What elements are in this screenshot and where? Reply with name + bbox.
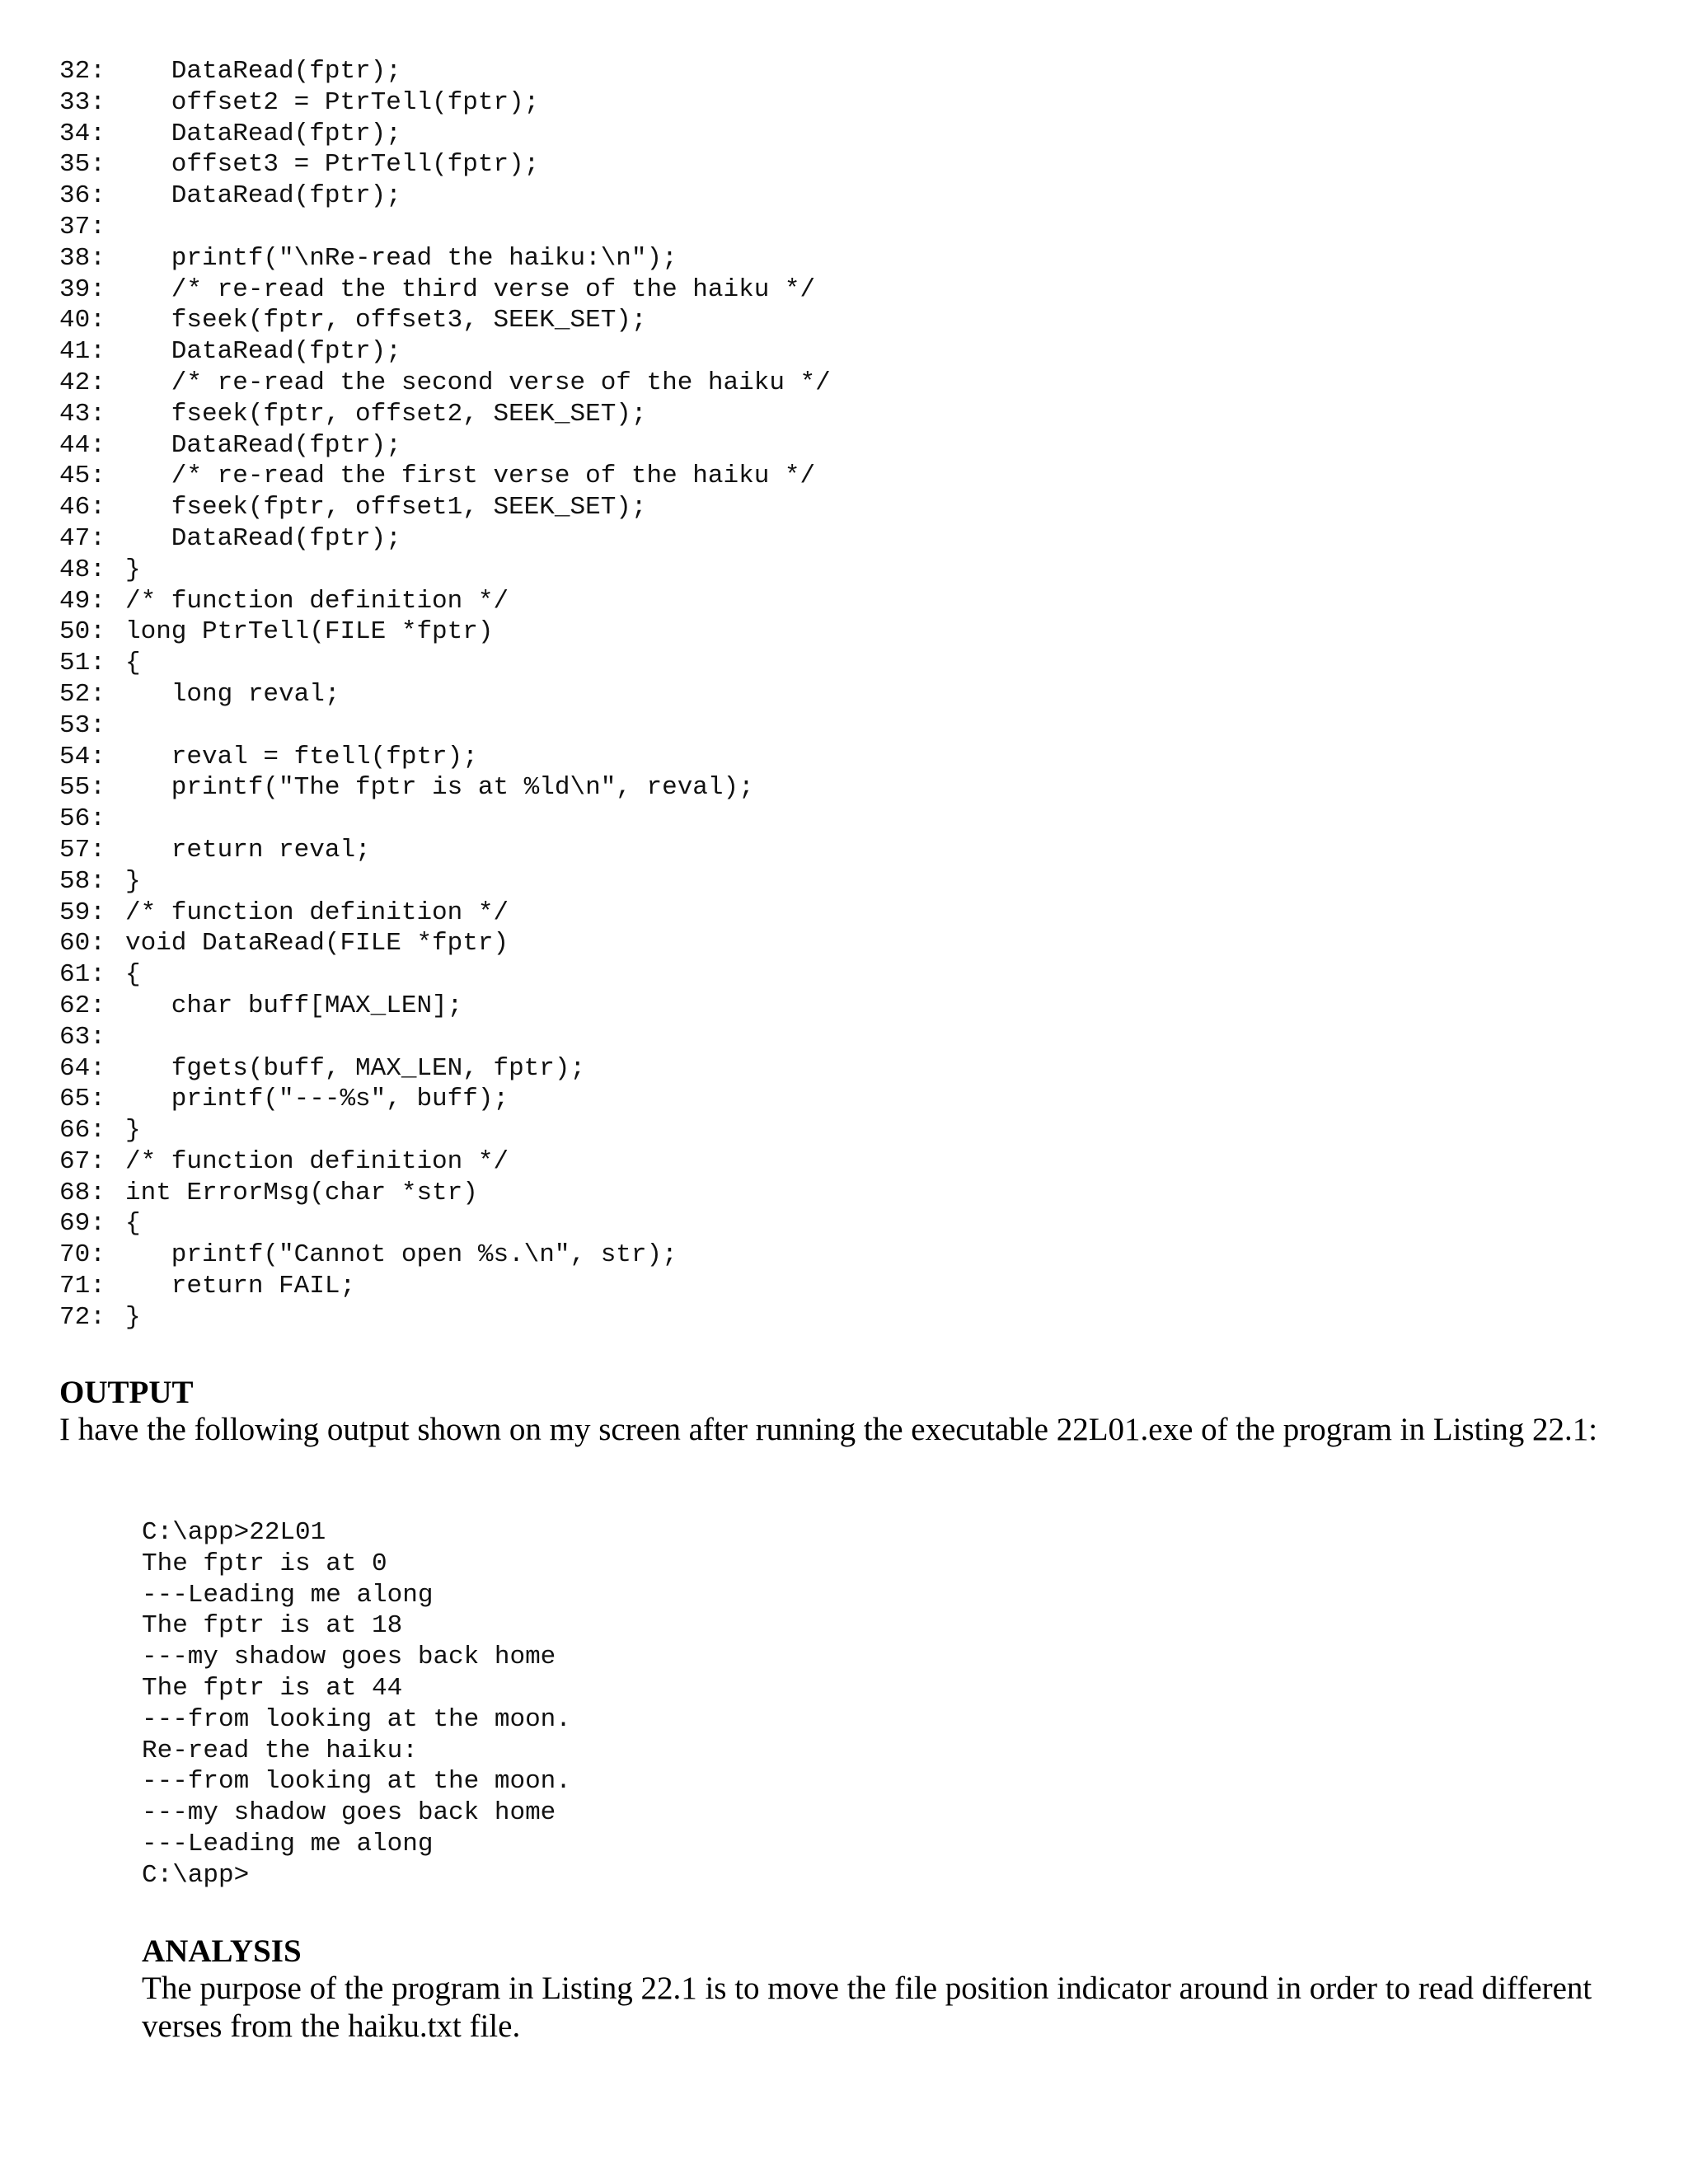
line-number: 69: xyxy=(59,1209,106,1239)
console-output xyxy=(142,1517,1296,1891)
code-line xyxy=(59,1115,1625,1146)
line-number: 32: xyxy=(59,57,106,86)
line-number: 35: xyxy=(59,150,106,180)
line-number: 53: xyxy=(59,710,106,740)
code-line xyxy=(59,928,1625,959)
line-code: fseek(fptr, offset3, SEEK_SET); xyxy=(125,306,647,335)
line-code: DataRead(fptr); xyxy=(125,523,401,553)
line-code: fseek(fptr, offset1, SEEK_SET); xyxy=(125,493,647,523)
line-number: 66: xyxy=(59,1116,106,1146)
console-line: ---my shadow goes back home xyxy=(142,1798,556,1828)
code-line xyxy=(59,898,1625,929)
line-number: 62: xyxy=(59,991,106,1020)
console-line: Re-read the haiku: xyxy=(142,1736,418,1765)
line-number: 40: xyxy=(59,306,106,335)
code-line xyxy=(59,87,1625,119)
console-line: ---Leading me along xyxy=(142,1580,434,1610)
line-code: DataRead(fptr); xyxy=(125,181,401,211)
line-number: 72: xyxy=(59,1302,106,1332)
code-line xyxy=(59,1084,1625,1115)
line-number: 43: xyxy=(59,399,106,429)
line-code: printf("Cannot open %s.\n", str); xyxy=(125,1240,678,1270)
line-code: /* re-read the third verse of the haiku */ xyxy=(125,274,816,304)
code-line xyxy=(59,399,1625,430)
line-number: 33: xyxy=(59,87,106,117)
code-line xyxy=(59,710,1625,742)
output-heading: OUTPUT xyxy=(59,1375,194,1410)
line-number: 60: xyxy=(59,929,106,958)
line-code: printf("The fptr is at %ld\n", reval); xyxy=(125,773,754,803)
code-line xyxy=(59,1146,1625,1178)
code-line xyxy=(59,1053,1625,1085)
line-code: /* function definition */ xyxy=(125,586,509,616)
line-number: 42: xyxy=(59,368,106,397)
code-line xyxy=(59,959,1625,991)
line-number: 51: xyxy=(59,649,106,678)
line-number: 63: xyxy=(59,1022,106,1052)
console-line: ---my shadow goes back home xyxy=(142,1643,556,1672)
line-number: 48: xyxy=(59,555,106,584)
line-code: printf("\nRe-read the haiku:\n"); xyxy=(125,243,678,273)
code-line xyxy=(59,243,1625,274)
line-code: DataRead(fptr); xyxy=(125,57,401,86)
line-code: /* re-read the first verse of the haiku */ xyxy=(125,462,816,491)
line-number: 70: xyxy=(59,1240,106,1270)
line-number: 34: xyxy=(59,119,106,148)
line-code: /* function definition */ xyxy=(125,1146,509,1176)
line-code: DataRead(fptr); xyxy=(125,119,401,148)
line-code: fseek(fptr, offset2, SEEK_SET); xyxy=(125,399,647,429)
line-number: 50: xyxy=(59,617,106,647)
code-line xyxy=(59,742,1625,773)
line-code: offset3 = PtrTell(fptr); xyxy=(125,150,540,180)
line-code: } xyxy=(125,1302,141,1332)
line-number: 61: xyxy=(59,960,106,990)
line-number: 39: xyxy=(59,274,106,304)
console-line: ---from looking at the moon. xyxy=(142,1767,571,1797)
output-intro-paragraph: I have the following output shown on my screen after running the executable 22L01.exe of the program in Listing 22.1: xyxy=(59,1412,1598,1447)
console-line: The fptr is at 18 xyxy=(142,1611,403,1641)
code-line xyxy=(59,616,1625,648)
console-line: The fptr is at 0 xyxy=(142,1549,387,1578)
line-number: 56: xyxy=(59,804,106,834)
line-code: /* function definition */ xyxy=(125,898,509,927)
console-line: C:\app>22L01 xyxy=(142,1518,326,1547)
code-line xyxy=(59,212,1625,243)
line-number: 68: xyxy=(59,1178,106,1207)
code-line xyxy=(59,56,1625,87)
line-number: 41: xyxy=(59,337,106,367)
line-code: DataRead(fptr); xyxy=(125,430,401,460)
code-line xyxy=(59,804,1625,835)
code-line xyxy=(59,430,1625,462)
line-number: 36: xyxy=(59,181,106,211)
code-line xyxy=(59,555,1625,586)
line-code: long reval; xyxy=(125,679,340,709)
code-line xyxy=(59,866,1625,898)
code-listing xyxy=(59,56,1625,1333)
line-number: 52: xyxy=(59,679,106,709)
console-line: ---Leading me along xyxy=(142,1829,434,1858)
analysis-heading: ANALYSIS xyxy=(142,1933,302,1969)
line-number: 55: xyxy=(59,773,106,803)
code-line xyxy=(59,835,1625,866)
analysis-paragraph: The purpose of the program in Listing 22.1 is to move the file position indicator around in order to read different verses from the haiku.txt file. xyxy=(142,1971,1592,2044)
line-code: } xyxy=(125,1116,141,1146)
line-code: } xyxy=(125,866,141,896)
code-line xyxy=(59,648,1625,679)
console-line: ---from looking at the moon. xyxy=(142,1704,571,1734)
code-line xyxy=(59,336,1625,368)
line-number: 65: xyxy=(59,1085,106,1114)
line-number: 45: xyxy=(59,462,106,491)
line-number: 37: xyxy=(59,212,106,241)
code-line xyxy=(59,149,1625,180)
line-code: void DataRead(FILE *fptr) xyxy=(125,929,509,958)
line-number: 49: xyxy=(59,586,106,616)
line-code: return FAIL; xyxy=(125,1272,356,1301)
code-line xyxy=(59,180,1625,212)
line-code: reval = ftell(fptr); xyxy=(125,742,478,771)
code-line xyxy=(59,492,1625,523)
line-number: 67: xyxy=(59,1146,106,1176)
line-number: 71: xyxy=(59,1272,106,1301)
code-line xyxy=(59,1208,1625,1240)
line-code: int ErrorMsg(char *str) xyxy=(125,1178,478,1207)
code-line xyxy=(59,772,1625,804)
code-line xyxy=(59,305,1625,336)
line-number: 54: xyxy=(59,742,106,771)
line-number: 44: xyxy=(59,430,106,460)
line-code: printf("---%s", buff); xyxy=(125,1085,509,1114)
code-line xyxy=(59,274,1625,306)
line-number: 57: xyxy=(59,835,106,865)
code-line xyxy=(59,368,1625,399)
line-code: fgets(buff, MAX_LEN, fptr); xyxy=(125,1053,586,1083)
line-code: char buff[MAX_LEN]; xyxy=(125,991,463,1020)
line-code: DataRead(fptr); xyxy=(125,337,401,367)
line-code: } xyxy=(125,555,141,584)
code-line xyxy=(59,991,1625,1022)
line-number: 59: xyxy=(59,898,106,927)
code-line xyxy=(59,586,1625,617)
code-line xyxy=(59,523,1625,555)
code-line xyxy=(59,1271,1625,1302)
line-number: 46: xyxy=(59,493,106,523)
line-code: return reval; xyxy=(125,835,371,865)
line-number: 64: xyxy=(59,1053,106,1083)
console-line: The fptr is at 44 xyxy=(142,1673,403,1703)
line-code: offset2 = PtrTell(fptr); xyxy=(125,87,540,117)
code-line xyxy=(59,1178,1625,1209)
code-line xyxy=(59,1302,1625,1333)
line-code: /* re-read the second verse of the haiku */ xyxy=(125,368,831,397)
console-line: C:\app> xyxy=(142,1860,250,1890)
line-code: { xyxy=(125,1209,141,1239)
code-line xyxy=(59,461,1625,492)
line-code: { xyxy=(125,649,141,678)
code-line xyxy=(59,1240,1625,1271)
code-line xyxy=(59,679,1625,710)
line-number: 58: xyxy=(59,866,106,896)
line-code: long PtrTell(FILE *fptr) xyxy=(125,617,494,647)
line-code: { xyxy=(125,960,141,990)
code-line xyxy=(59,1022,1625,1053)
line-number: 47: xyxy=(59,523,106,553)
code-line xyxy=(59,119,1625,150)
line-number: 38: xyxy=(59,243,106,273)
